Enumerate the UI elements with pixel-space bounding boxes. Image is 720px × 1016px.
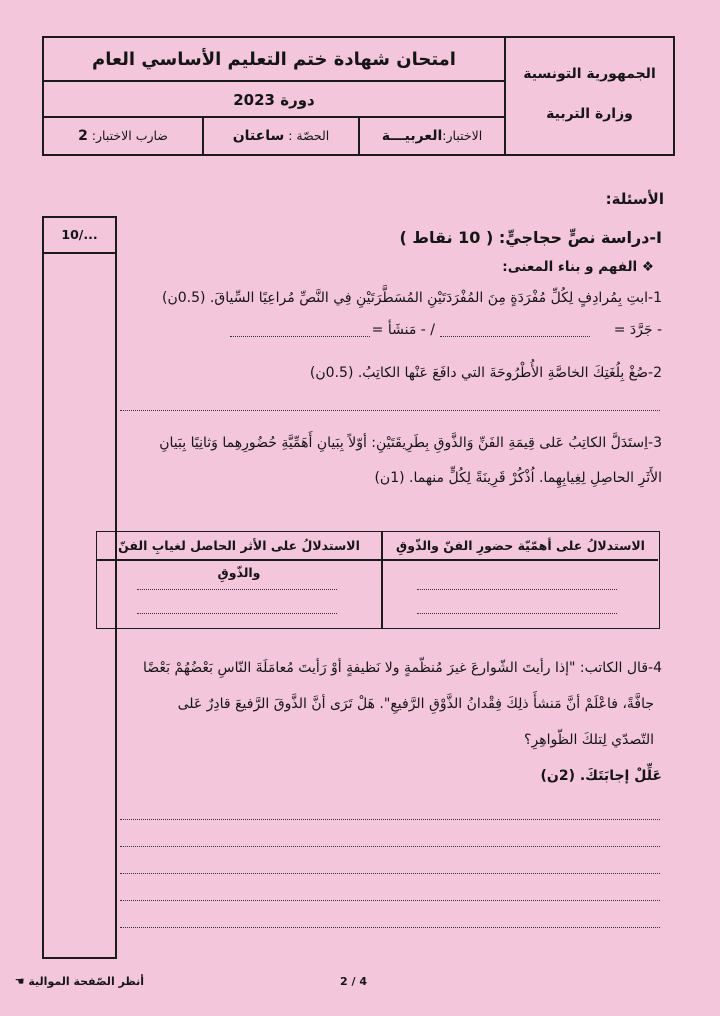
q3-col1-header: الاستدلالُ على أهمّيّة حضورِ الفنّ والذّوقِ bbox=[396, 538, 645, 553]
coef-cell bbox=[44, 118, 202, 154]
question-4-line-1: 4-قال الكاتب: "إذا رأيتَ الشّوارعَ غيرَ مُنظّمةٍ ولا نَظيفةٍ أوْ رَأيتَ مُعامَلَةَ النّاسِ بَعْضُهُمْ بَعْضًا bbox=[142, 660, 662, 676]
duration-label: الحصّة : bbox=[288, 128, 330, 143]
header-authority bbox=[506, 38, 673, 154]
q1-item-2: / - مَنشَأ = bbox=[371, 322, 435, 338]
subject-value: العربيـــة bbox=[381, 128, 443, 144]
page-number: 2 / 4 bbox=[340, 975, 367, 988]
exam-info-row bbox=[44, 118, 504, 154]
section1-heading bbox=[400, 228, 662, 247]
next-page-text: أنظر الصّفحة الموالية bbox=[28, 975, 144, 988]
q1-answer-line-2[interactable] bbox=[230, 335, 370, 337]
table-divider bbox=[97, 559, 658, 561]
question-1: 1-ابتِ بِمُرادِفٍ لِكُلِّ مُفْرَدَةٍ مِنَ المُفْرَدَتَيْنِ المُسَطَّرَتَيْنِ فِي النَّصِّ مُراعِيًا السِّياقَ. (0.5ن) bbox=[161, 290, 662, 306]
question-3-line-2: الأَثَرِ الحاصِلِ لِغِيابِهِما. اُذْكُرْ قَرِينَةً لِكُلٍّ منهما. (1ن) bbox=[374, 470, 662, 486]
question-3-line-1: 3-اِستَدَلَّ الكاتِبُ عَلى قِيمَةِ الفَنِّ وَالذَّوقِ بِطَرِيقَتَيْنِ: أوّلاً بِبَيانِ أَهَمِّيَّةِ حُضُورِهِما وَثانِيًا بِبَيانِ bbox=[159, 435, 662, 451]
section1-title: I-دراسة نصٍّ حجاجيٍّ: bbox=[498, 228, 662, 247]
question-4-line-4: عَلِّلْ إجابَتَكَ. (2ن) bbox=[540, 768, 662, 784]
question-4-line-2: جافَّةً، فاعْلَمْ أنَّ مَنشأَ ذلِكَ فِقْدانُ الذَّوْقِ الرَّفيعِ". هَلْ تَرَى أنَّ الذَّوقَ الرَّفيعَ قادِرٌ عَلى bbox=[177, 696, 654, 712]
q4-answer-line-4[interactable] bbox=[120, 899, 660, 901]
table-column-divider bbox=[381, 532, 383, 628]
score-box: 10/... bbox=[44, 218, 115, 254]
q3-col2-header: الاستدلالُ على الأثر الحاصل لغيابِ الفنّ والذّوقِ bbox=[118, 538, 360, 580]
q4-answer-line-2[interactable] bbox=[120, 845, 660, 847]
republic-name: الجمهورية التونسية bbox=[523, 66, 656, 82]
ministry-name: وزارة التربية bbox=[546, 106, 633, 122]
section1-points: ( 10 نقاط ) bbox=[399, 228, 494, 247]
subject-label: الاختبار: bbox=[442, 128, 483, 143]
header-main bbox=[44, 38, 506, 154]
duration-cell bbox=[202, 118, 360, 154]
exam-session: دورة 2023 bbox=[44, 82, 504, 118]
q3-col1-answer-line-2[interactable] bbox=[417, 612, 617, 614]
q4-answer-line-3[interactable] bbox=[120, 872, 660, 874]
pointing-hand-icon: ☚ bbox=[14, 975, 25, 988]
subject-cell bbox=[360, 118, 504, 154]
exam-header bbox=[42, 36, 675, 156]
questions-heading: الأسئلة: bbox=[605, 190, 664, 208]
question-2: 2-صُغْ بِلُغَتِكَ الخاصَّةِ الأُطْرُوحَةَ التي دافَعَ عَنْها الكاتِبُ. (0.5ن) bbox=[309, 365, 662, 381]
q4-answer-line-5[interactable] bbox=[120, 926, 660, 928]
q3-col1-answer-line-1[interactable] bbox=[417, 588, 617, 590]
q1-item-1: - جَرَّدَ = bbox=[613, 322, 662, 338]
coef-label: ضارب الاختبار: bbox=[91, 128, 168, 143]
q4-answer-line-1[interactable] bbox=[120, 818, 660, 820]
coef-value: 2 bbox=[78, 128, 88, 144]
next-page-note bbox=[15, 975, 144, 988]
q3-table bbox=[96, 531, 660, 629]
q3-col2-answer-line-2[interactable] bbox=[137, 612, 337, 614]
q1-answer-line-1[interactable] bbox=[440, 335, 590, 337]
q3-col2-answer-line-1[interactable] bbox=[137, 588, 337, 590]
duration-value: ساعتان bbox=[232, 128, 285, 144]
exam-title: امتحان شهادة ختم التعليم الأساسي العام bbox=[44, 38, 504, 82]
q2-answer-line[interactable] bbox=[120, 409, 660, 411]
question-4-line-3: التّصدّي لِتلكَ الظّواهِرِ؟ bbox=[524, 732, 654, 748]
subsection-heading: ❖ الفهم و بناء المعنى: bbox=[502, 259, 654, 275]
